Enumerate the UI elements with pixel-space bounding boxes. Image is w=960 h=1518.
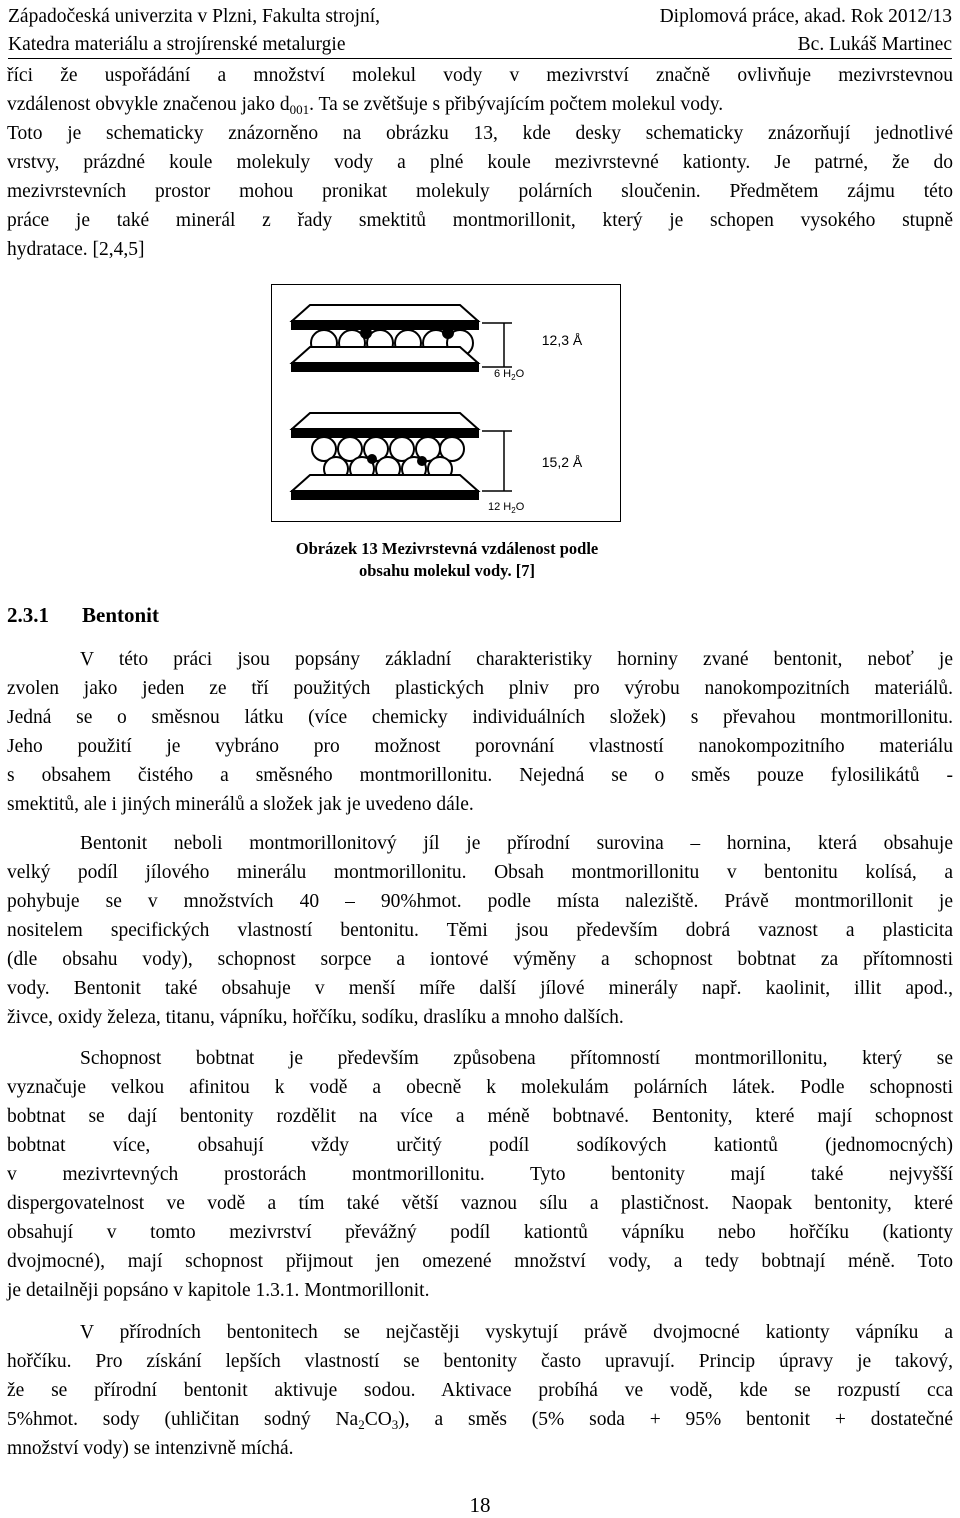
text-line: (dle obsahu vody), schopnost sorpce a iontové výměny a schopnost bobtnat za přítomnosti: [7, 949, 953, 970]
paragraph-4: [7, 1318, 953, 1463]
page-number: 18: [469, 1493, 491, 1517]
text-line: s obsahem čistého a směsného montmorillonitu. Nejedná se o směs pouze fylosilikátů -: [7, 765, 953, 786]
figure-interlayer-spacing: [271, 284, 621, 522]
text-line: hořčíku. Pro získání lepších vlastností se bentonity často upravují. Princip úpravy je takový,: [7, 1351, 953, 1372]
header-author: Bc. Lukáš Martinec: [797, 34, 952, 55]
text-line: pohybuje se v množstvích 40 – 90%hmot. podle místa naleziště. Právě montmorillonit je: [7, 891, 953, 912]
top-water-label: 6 $H_2O$: [494, 368, 525, 382]
header-thesis: Diplomová práce, akad. Rok 2012/13: [659, 6, 952, 27]
intro-paragraph: [7, 61, 953, 264]
text-line: hydratace. [2,4,5]: [7, 239, 145, 260]
header-rule: [8, 58, 952, 59]
text-line: smektitů, ale i jiných minerálů a složek jak je uvedeno dále.: [7, 794, 474, 815]
text-line: Jeho použití je vybráno pro možnost porovnání vlastností nanokompozitního materiálu: [7, 736, 953, 757]
text-line: v mezivrtevných prostorách montmorillonitu. Tyto bentonity mají také nejvyšší: [7, 1164, 953, 1185]
text-line: 5%hmot. sody (uhličitan sodný $Na_2CO_3$), a směs (5% soda + 95% bentonit + dostatečné: [7, 1409, 953, 1432]
bottom-water-label: 12 $H_2O$: [488, 501, 525, 515]
text-line: V přírodních bentonitech se nejčastěji vyskytují právě dvojmocné kationty vápníku a: [80, 1322, 953, 1343]
text-line: Toto je schematicky znázorněno na obrázku 13, kde desky schematicky znázorňují jednotlivé: [7, 123, 953, 144]
text-line: dvojmocné), mají schopnost přijmout jen omezené množství vody, a tedy bobtnají méně. Toto: [7, 1251, 953, 1272]
text-line: nositelem specifických vlastností bentonitu. Těmi jsou především dobrá vaznost a plasticita: [7, 920, 953, 941]
text-line: V této práci jsou popsány základní charakteristiky horniny zvané bentonit, neboť je: [80, 649, 953, 670]
text-line: vyznačuje velkou afinitou k vodě a obecně k molekulám polárních látek. Podle schopnosti: [7, 1077, 953, 1098]
text-line: práce je také minerál z řady smektitů montmorillonit, který je schopen vysokého stupně: [7, 210, 953, 231]
paragraph-1: [7, 645, 953, 819]
text-line: zvolen jako jeden ze tří použitých plastických plniv pro výrobu nanokompozitních materiálů.: [7, 678, 953, 699]
section-heading: [7, 600, 159, 630]
header-university: Západočeská univerzita v Plzni, Fakulta strojní,: [8, 6, 381, 27]
top-dimension: [482, 323, 512, 367]
text-line: mezivrstevních prostor mohou pronikat molekuly polárních sloučenin. Předmětem zájmu této: [7, 181, 953, 202]
text-line: je detailněji popsáno v kapitole 1.3.1. Montmorillonit.: [7, 1280, 430, 1301]
figure-caption: Obrázek 13 Mezivrstevná vzdálenost podle obsahu molekul vody. [7]: [295, 539, 599, 580]
paragraph-3: [7, 1044, 953, 1305]
bottom-spacing-label: 15,2 Å: [541, 454, 583, 470]
text-line: vzdálenost obvykle značenou jako $d_{001}$. Ta se zvětšuje s přibývajícím počtem molekul vody.: [7, 94, 724, 117]
text-line: obsahují v tomto mezivrství převážný podíl kationtů vápníku nebo hořčíku (kationty: [7, 1222, 953, 1243]
section-title: Bentonit: [82, 603, 160, 627]
text-line: bobtnat více, obsahují vždy určitý podíl sodíkových kationtů (jednomocných): [7, 1135, 953, 1156]
text-line: bobtnat se dají bentonity rozdělit na více a méně bobtnavé. Bentonity, které mají schopnost: [7, 1106, 953, 1127]
text-line: živce, oxidy železa, titanu, vápníku, hořčíku, sodíku, draslíku a mnoho dalších.: [7, 1007, 624, 1028]
text-line: vody. Bentonit také obsahuje v menší míře další jílové minerály např. kaolinit, illit apod.,: [7, 978, 953, 999]
top-plates: [292, 305, 478, 371]
text-line: že se přírodní bentonit aktivuje sodou. Aktivace probíhá ve vodě, kde se rozpustí cca: [7, 1380, 953, 1401]
text-line: Schopnost bobtnat je především způsobena přítomností montmorillonitu, který se: [80, 1048, 953, 1069]
text-line: Jedná se o směsnou látku (více chemicky individuálních složek) s převahou montmorillonitu.: [7, 707, 953, 728]
text-line: Bentonit neboli montmorillonitový jíl je přírodní surovina – hornina, která obsahuje: [80, 833, 953, 854]
text-line: říci že uspořádání a množství molekul vody v mezivrství značně ovlivňuje mezivrstevnou: [7, 65, 953, 86]
bottom-plates: [292, 413, 478, 499]
section-number: 2.3.1: [7, 603, 49, 627]
text-line: vrstvy, prázdné koule molekuly vody a plné koule mezivrstevné kationty. Je patrné, že do: [7, 152, 953, 173]
text-line: velký podíl jílového minerálu montmorillonitu. Obsah montmorillonitu v bentonitu kolísá, a: [7, 862, 953, 883]
interlayer-diagram: [272, 285, 620, 521]
top-spacing-label: 12,3 Å: [541, 332, 583, 348]
paragraph-2: [7, 829, 953, 1032]
text-line: množství vody) se intenzivně míchá.: [7, 1438, 294, 1459]
bottom-dimension: [482, 431, 512, 491]
header-department: Katedra materiálu a strojírenské metalurgie: [8, 34, 346, 55]
text-line: dispergovatelnost ve vodě a tím také větší vaznou sílu a plastičnost. Naopak bentonity, které: [7, 1193, 953, 1214]
